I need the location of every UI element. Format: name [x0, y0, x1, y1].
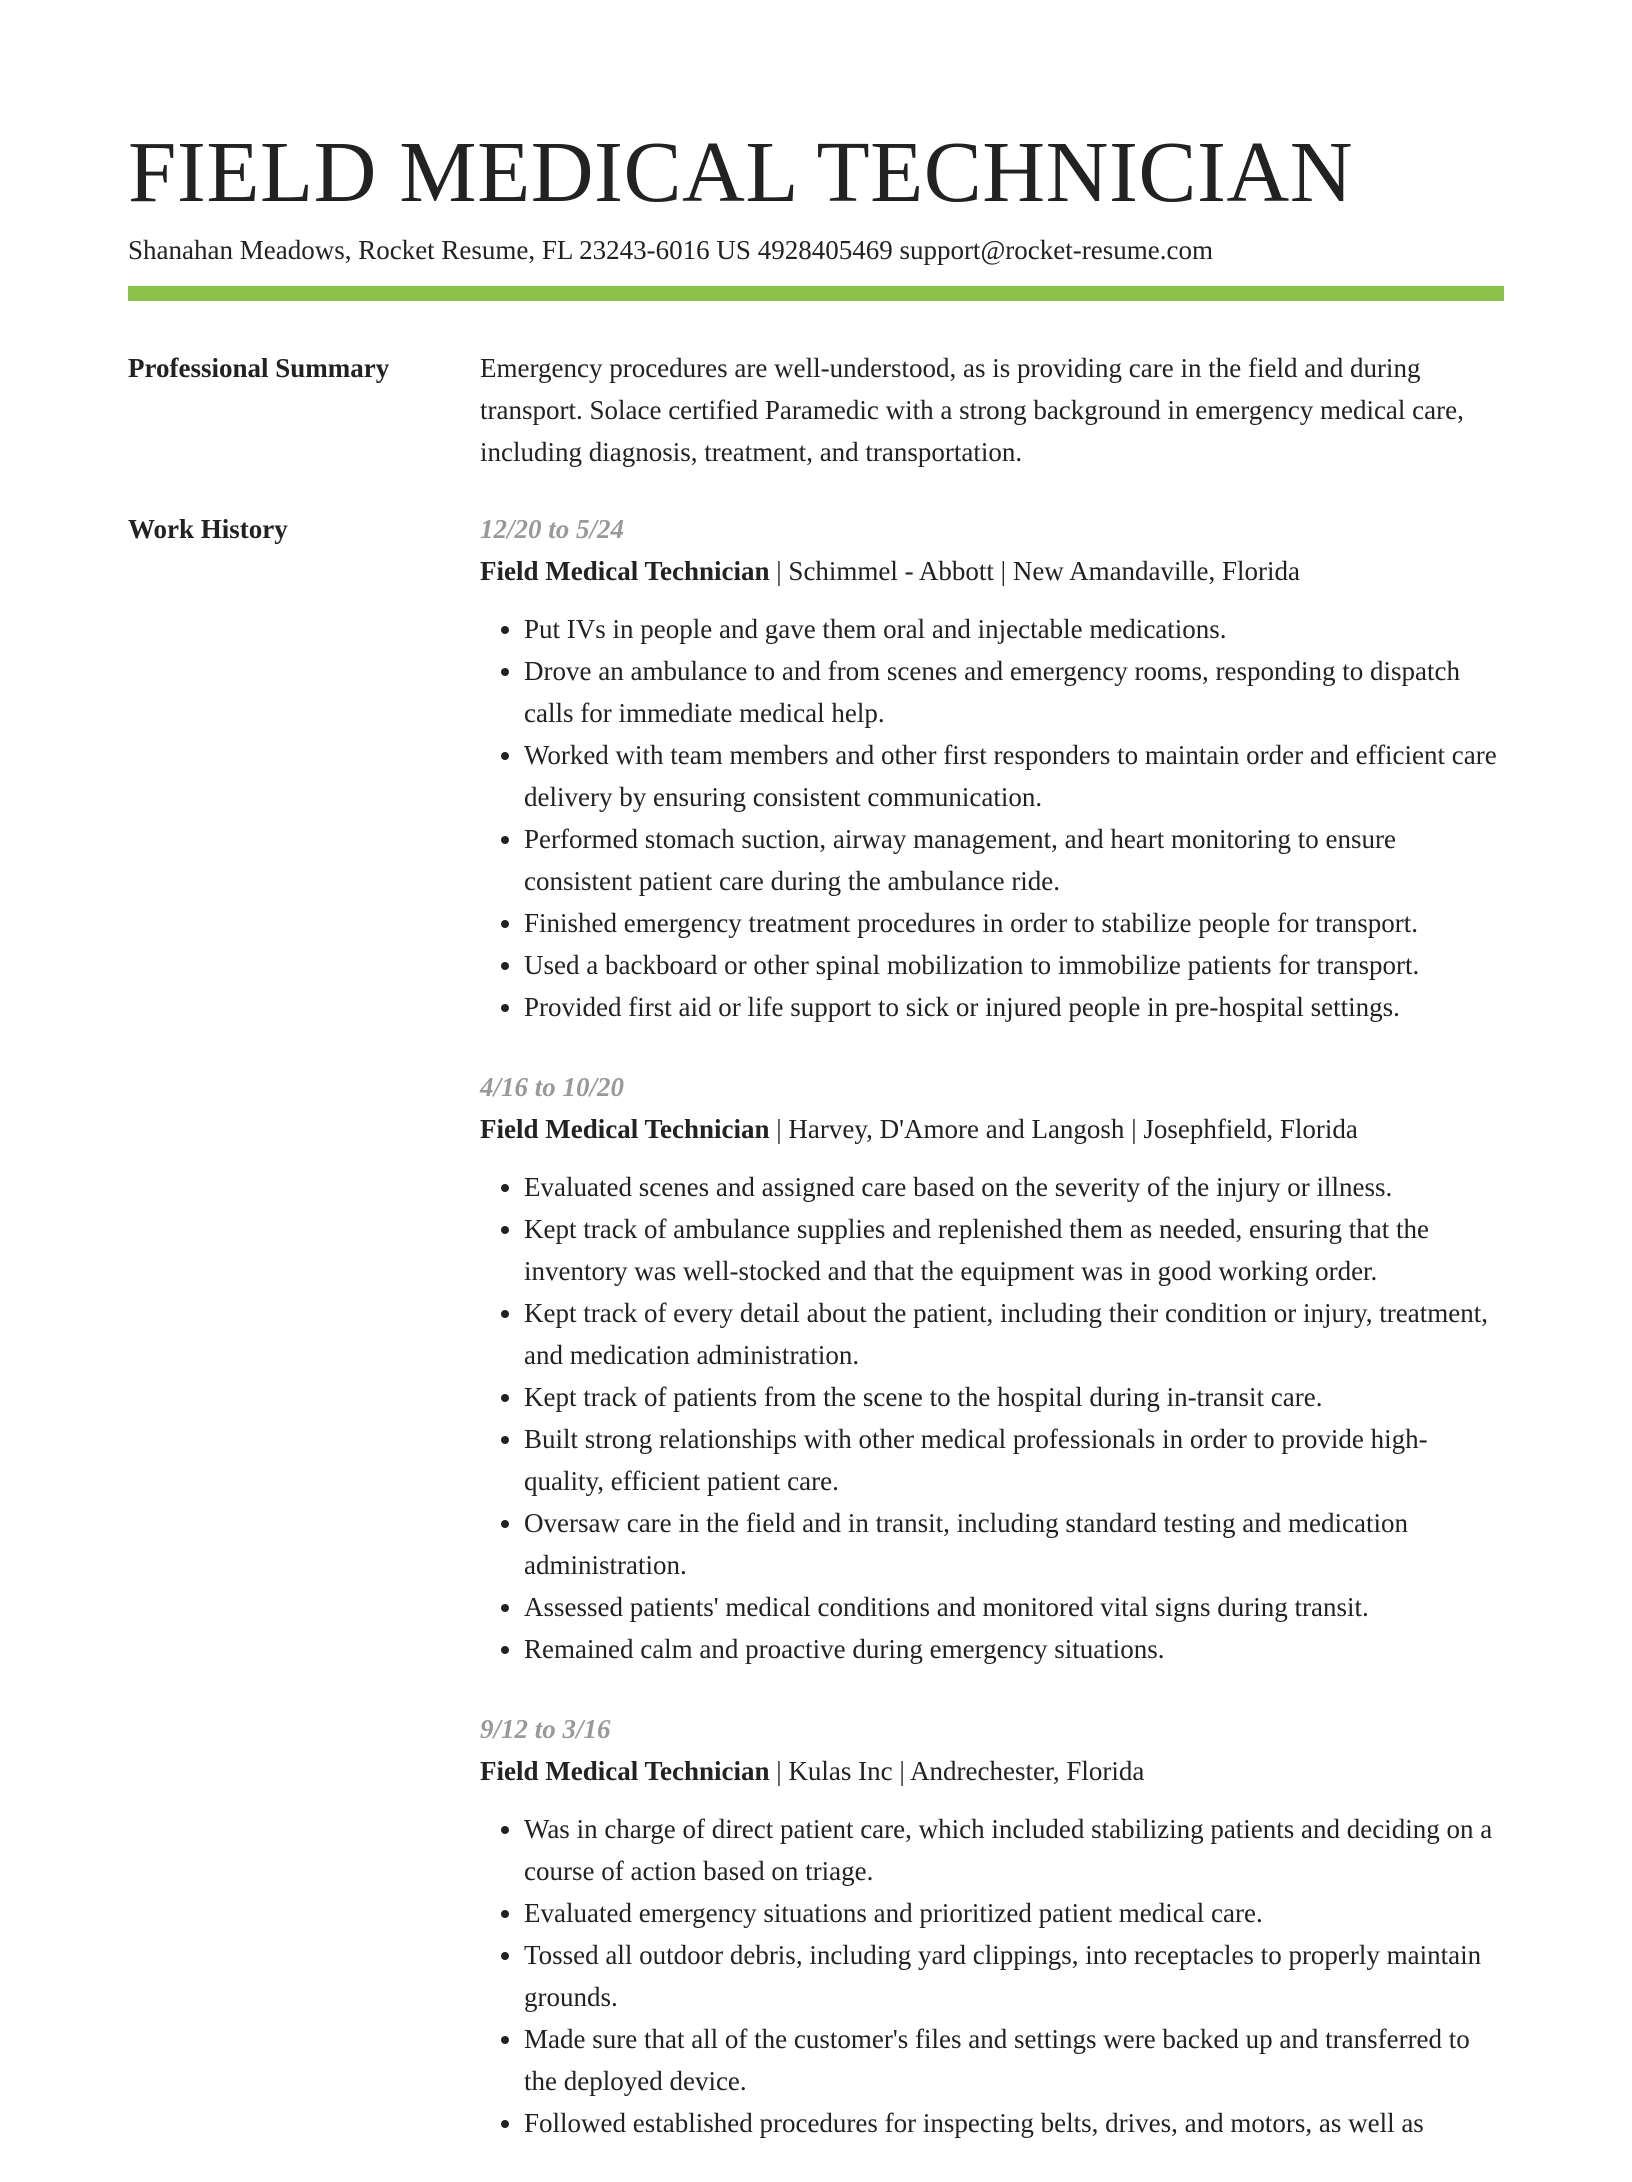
job-bullet: • Evaluated emergency situations and prioritized patient medical care.: [524, 1892, 1504, 1934]
job-company: Schimmel - Abbott: [788, 556, 994, 586]
contact-email[interactable]: support@rocket-resume.com: [899, 235, 1213, 265]
job-bullets: [480, 1808, 1504, 2144]
job-header: [480, 1108, 1504, 1150]
job-title: Field Medical Technician: [480, 1114, 770, 1144]
job-entry: [480, 508, 1504, 1028]
job-bullet: • Provided first aid or life support to sick or injured people in pre-hospital settings.: [524, 986, 1504, 1028]
job-bullets: [480, 608, 1504, 1028]
job-entry: [480, 1708, 1504, 2144]
job-bullet: • Used a backboard or other spinal mobilization to immobilize patients for transport.: [524, 944, 1504, 986]
accent-divider: [128, 286, 1504, 301]
job-bullet: • Tossed all outdoor debris, including yard clippings, into receptacles to properly maintain grounds.: [524, 1934, 1504, 2018]
job-entry: [480, 1066, 1504, 1670]
job-company: Harvey, D'Amore and Langosh: [788, 1114, 1125, 1144]
work-history-heading: Work History: [128, 514, 288, 544]
job-location: New Amandaville, Florida: [1012, 556, 1301, 586]
job-bullet: • Built strong relationships with other medical professionals in order to provide high-quality, efficient patient care.: [524, 1418, 1504, 1502]
job-dates: 12/20 to 5/24: [480, 514, 625, 544]
summary-body: [480, 347, 1504, 473]
summary-heading: Professional Summary: [128, 353, 390, 383]
job-location: Andrechester, Florida: [910, 1756, 1145, 1786]
separator: |: [899, 1756, 905, 1786]
job-bullet: • Drove an ambulance to and from scenes and emergency rooms, responding to dispatch calls for immediate medical help.: [524, 650, 1504, 734]
job-bullet: • Remained calm and proactive during emergency situations.: [524, 1628, 1504, 1670]
job-bullet: • Made sure that all of the customer's files and settings were backed up and transferred to the deployed device.: [524, 2018, 1504, 2102]
separator: |: [776, 1114, 782, 1144]
job-dates: 9/12 to 3/16: [480, 1714, 611, 1744]
job-bullets: [480, 1166, 1504, 1670]
contact-phone: 4928405469: [757, 235, 893, 265]
job-bullet: • Evaluated scenes and assigned care based on the severity of the injury or illness.: [524, 1166, 1504, 1208]
job-title: Field Medical Technician: [480, 1756, 770, 1786]
job-company: Kulas Inc: [788, 1756, 893, 1786]
resume-title: FIELD MEDICAL TECHNICIAN: [128, 123, 1354, 220]
job-location: Josephfield, Florida: [1143, 1114, 1358, 1144]
contact-address: Shanahan Meadows, Rocket Resume, FL 23243-6016 US: [128, 235, 751, 265]
contact-line: [128, 232, 1213, 268]
summary-text: Emergency procedures are well-understood, as is providing care in the field and during transport. Solace certified Paramedic with a strong background in emergency medical care, including diagnosis, treatment, and transportation.: [480, 353, 1464, 467]
job-title: Field Medical Technician: [480, 556, 770, 586]
job-bullet: • Worked with team members and other first responders to maintain order and efficient care delivery by ensuring consistent communication.: [524, 734, 1504, 818]
job-bullet: • Put IVs in people and gave them oral and injectable medications.: [524, 608, 1504, 650]
separator: |: [1131, 1114, 1137, 1144]
job-dates: 4/16 to 10/20: [480, 1072, 625, 1102]
separator: |: [1000, 556, 1007, 586]
job-bullet: • Kept track of ambulance supplies and replenished them as needed, ensuring that the inventory was well-stocked and that the equipment was in good working order.: [524, 1208, 1504, 1292]
work-history-body: [480, 508, 1504, 2182]
separator: |: [776, 556, 782, 586]
job-bullet: • Performed stomach suction, airway management, and heart monitoring to ensure consistent patient care during the ambulance ride.: [524, 818, 1504, 902]
job-bullet: • Oversaw care in the field and in transit, including standard testing and medication administration.: [524, 1502, 1504, 1586]
job-bullet: • Was in charge of direct patient care, which included stabilizing patients and deciding on a course of action based on triage.: [524, 1808, 1504, 1892]
job-bullet: • Kept track of every detail about the patient, including their condition or injury, treatment, and medication administration.: [524, 1292, 1504, 1376]
job-bullet: • Assessed patients' medical conditions and monitored vital signs during transit.: [524, 1586, 1504, 1628]
job-header: [480, 550, 1504, 592]
job-bullet: • Followed established procedures for inspecting belts, drives, and motors, as well as: [524, 2102, 1504, 2144]
job-bullet: • Kept track of patients from the scene to the hospital during in-transit care.: [524, 1376, 1504, 1418]
job-header: [480, 1750, 1504, 1792]
separator: |: [776, 1756, 782, 1786]
job-bullet: • Finished emergency treatment procedures in order to stabilize people for transport.: [524, 902, 1504, 944]
